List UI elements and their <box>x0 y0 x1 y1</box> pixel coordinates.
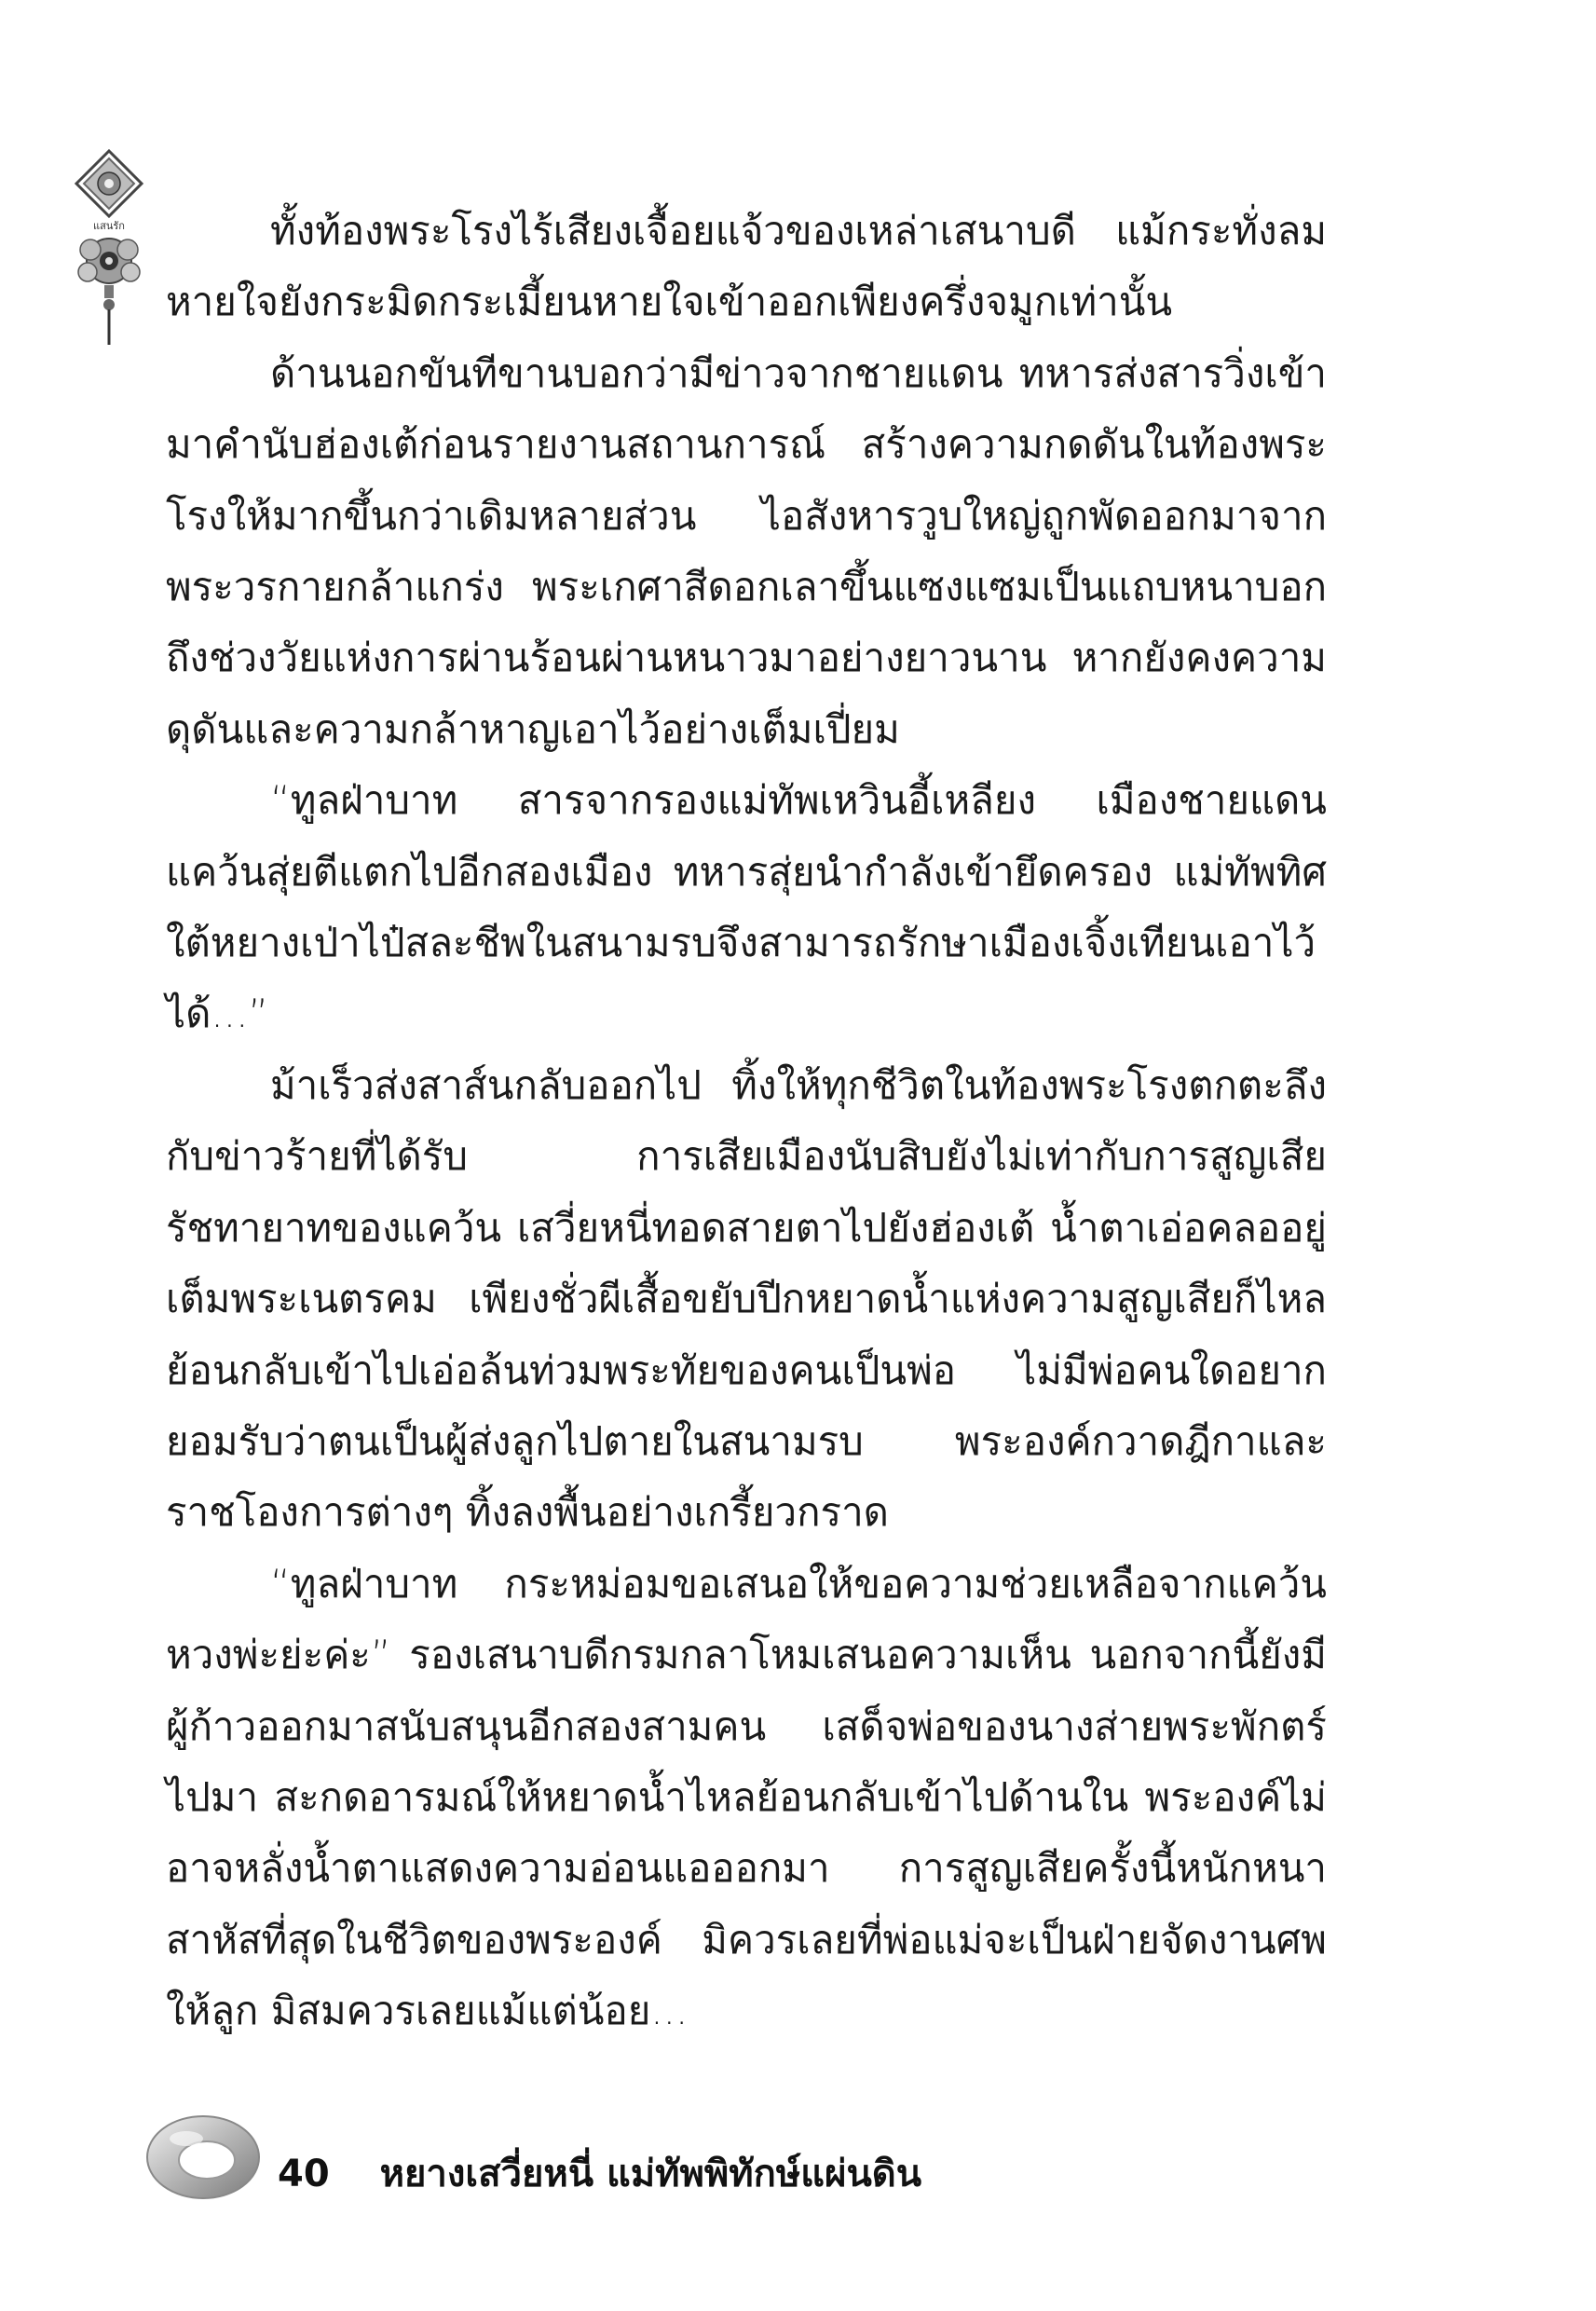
footer-caption <box>278 2143 921 2203</box>
paragraph: ด้านนอกขันทีขานบอกว่ามีข่าวจากชายแดน ทหารส่งสารวิ่งเข้ามาคำนับฮ่องเต้ก่อนรายงานสถานการณ์ สร้างความกดดันในท้องพระโรงให้มากขึ้นกว่าเดิมหลายส่วน ไอสังหารวูบใหญ่ถูกพัดออกมาจากพระวรกายกล้าแกร่ง พระเกศาสีดอกเลาขึ้นแซงแซมเป็นแถบหนาบอกถึงช่วงวัยแห่งการผ่านร้อนผ่านหนาวมาอย่างยาวนาน หากยังคงความดุดันและความกล้าหาญเอาไว้อย่างเต็มเปี่ยม <box>166 349 1327 752</box>
lantern-ornament-icon <box>67 149 151 354</box>
body-text <box>166 196 1327 2047</box>
page-number: 40 <box>278 2153 330 2195</box>
paragraph: “ทูลฝ่าบาท สารจากรองแม่ทัพเหวินอี้เหลียง เมืองชายแดนแคว้นสุ่ยตีแตกไปอีกสองเมือง ทหารสุ่ยนำกำลังเข้ายึดครอง แม่ทัพทิศใต้หยางเป่าไป๋สละชีพในสนามรบจึงสามารถรักษาเมืองเจิ้งเทียนเอาไว้ได้...” <box>166 777 1327 1037</box>
page-footer <box>140 2106 1071 2208</box>
paragraph: ทั้งท้องพระโรงไร้เสียงเจื้อยแจ้วของเหล่าเสนาบดี แม้กระทั่งลมหายใจยังกระมิดกระเมี้ยนหายใจเข้าออกเพียงครึ่งจมูกเท่านั้น <box>166 208 1327 325</box>
paragraph: ม้าเร็วส่งสาส์นกลับออกไป ทิ้งให้ทุกชีวิตในท้องพระโรงตกตะลึงกับข่าวร้ายที่ได้รับ การเสียเมืองนับสิบยังไม่เท่ากับการสูญเสียรัชทายาทของแคว้น เสวี่ยหนี่ทอดสายตาไปยังฮ่องเต้ น้ำตาเอ่อคลออยู่เต็มพระเนตรคม เพียงชั่วผีเสื้อขยับปีกหยาดน้ำแห่งความสูญเสียก็ไหลย้อนกลับเข้าไปเอ่อล้นท่วมพระทัยของคนเป็นพ่อ ไม่มีพ่อคนใดอยากยอมรับว่าตนเป็นผู้ส่งลูกไปตายในสนามรบ พระองค์กวาดฎีกาและราชโองการต่างๆ ทิ้งลงพื้นอย่างเกรี้ยวกราด <box>166 1061 1327 1536</box>
paragraph: “ทูลฝ่าบาท กระหม่อมขอเสนอให้ขอความช่วยเหลือจากแคว้นหวงพ่ะย่ะค่ะ” รองเสนาบดีกรมกลาโหมเสนอความเห็น นอกจากนี้ยังมีผู้ก้าวออกมาสนับสนุนอีกสองสามคน เสด็จพ่อของนางส่ายพระพักตร์ไปมา สะกดอารมณ์ให้หยาดน้ำไหลย้อนกลับเข้าไปด้านใน พระองค์ไม่อาจหลั่งน้ำตาแสดงความอ่อนแอออกมา การสูญเสียครั้งนี้หนักหนาสาหัสที่สุดในชีวิตของพระองค์ มิควรเลยที่พ่อแม่จะเป็นฝ่ายจัดงานศพให้ลูก มิสมควรเลยแม้แต่น้อย... <box>166 1560 1327 2034</box>
jade-ring-icon <box>140 2106 270 2208</box>
book-title: หยางเสวี่ยหนี่ แม่ทัพพิทักษ์แผ่นดิน <box>379 2153 922 2195</box>
ornament-label: แสนรัก <box>93 220 125 232</box>
